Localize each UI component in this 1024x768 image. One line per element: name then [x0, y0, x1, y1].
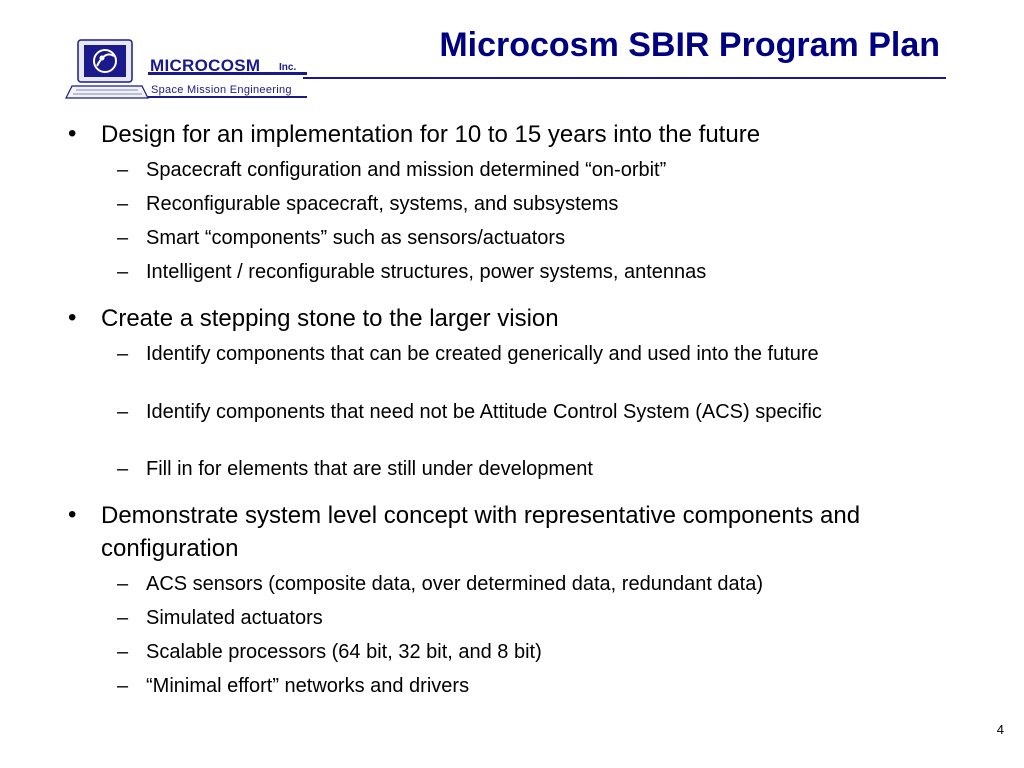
- sub-text: Simulated actuators: [146, 607, 323, 629]
- sub-text: Fill in for elements that are still under development: [146, 458, 593, 480]
- bullet-text: Create a stepping stone to the larger vision: [101, 305, 559, 332]
- page-number: 4: [996, 722, 1004, 737]
- logo-suffix: Inc.: [279, 62, 297, 73]
- bullet-text: Design for an implementation for 10 to 15 years into the future: [101, 121, 761, 148]
- logo-tagline: Space Mission Engineering: [151, 84, 292, 96]
- sub-text: Reconfigurable spacecraft, systems, and subsystems: [146, 193, 619, 215]
- bullet-marker: •: [68, 501, 77, 528]
- sub-dash: –: [117, 401, 129, 423]
- slide-title: Microcosm SBIR Program Plan: [439, 26, 940, 64]
- sub-dash: –: [117, 675, 129, 697]
- sub-text: Spacecraft configuration and mission determined “on-orbit”: [146, 159, 667, 181]
- sub-dash: –: [117, 641, 129, 663]
- bullet-text: Demonstrate system level concept with representative components and configuration: [101, 502, 861, 562]
- sub-text: Smart “components” such as sensors/actuators: [146, 227, 566, 249]
- sub-dash: –: [117, 343, 129, 365]
- sub-dash: –: [117, 607, 129, 629]
- sub-dash: –: [117, 458, 129, 480]
- sub-dash: –: [117, 227, 129, 249]
- sub-text: “Minimal effort” networks and drivers: [146, 675, 470, 697]
- sub-text: Identify components that can be created generically and used into the future: [146, 343, 819, 365]
- sub-text: Intelligent / reconfigurable structures, power systems, antennas: [146, 261, 707, 283]
- sub-dash: –: [117, 193, 129, 215]
- sub-dash: –: [117, 573, 129, 595]
- logo-name: MICROCOSM: [150, 56, 261, 75]
- sub-dash: –: [117, 159, 129, 181]
- sub-text: Identify components that need not be Attitude Control System (ACS) specific: [146, 401, 822, 423]
- bullet-marker: •: [68, 120, 77, 147]
- sub-text: Scalable processors (64 bit, 32 bit, and 8 bit): [146, 641, 542, 663]
- sub-text: ACS sensors (composite data, over determined data, redundant data): [146, 573, 764, 595]
- bullet-marker: •: [68, 304, 77, 331]
- sub-dash: –: [117, 261, 129, 283]
